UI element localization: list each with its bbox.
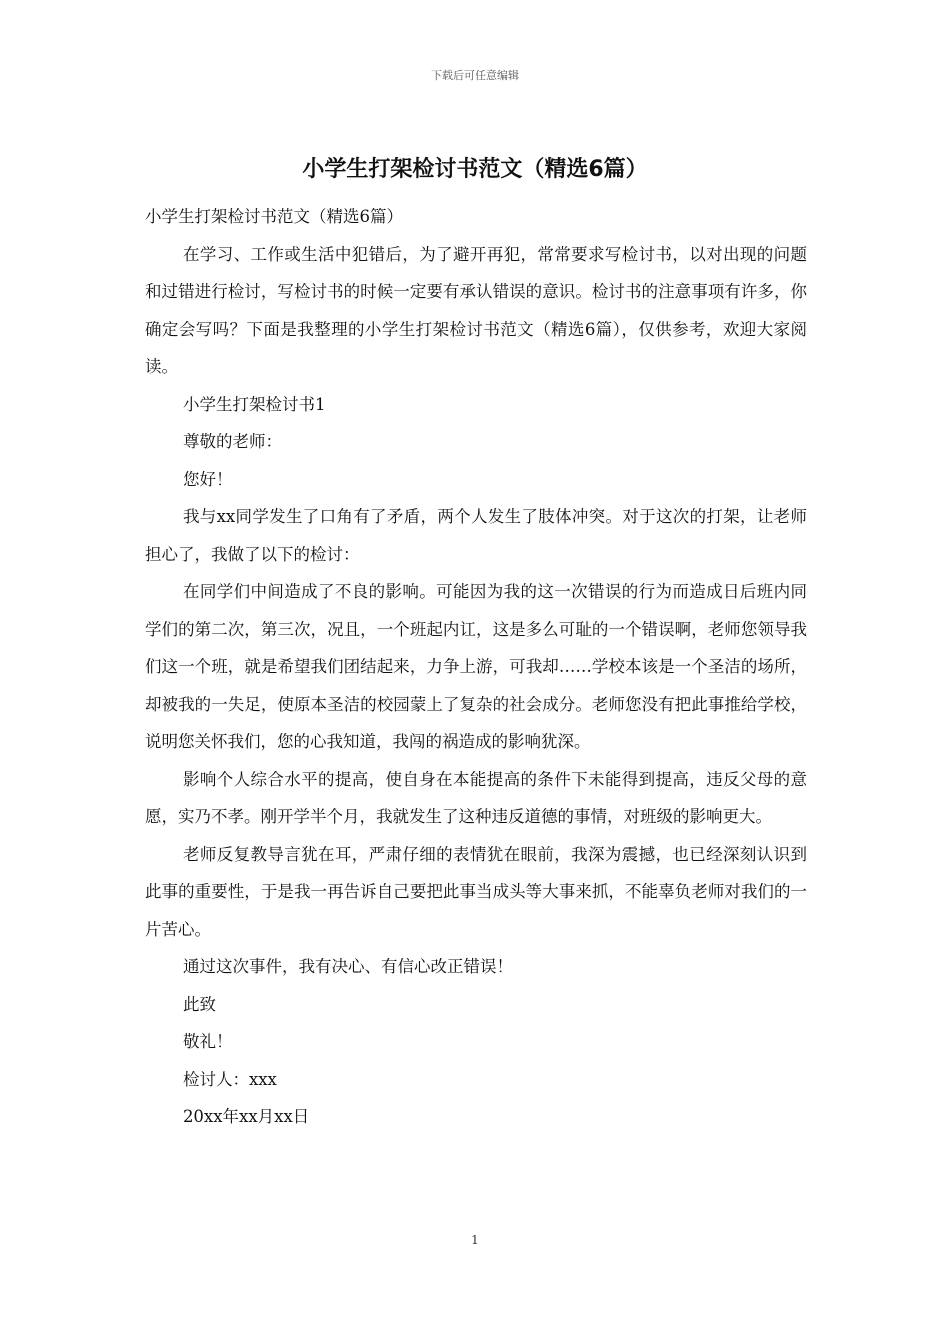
document-body — [145, 198, 807, 1136]
greeting: 您好！ — [182, 469, 233, 489]
paragraph-intro: 在学习、工作或生活中犯错后，为了避开再犯，常常要求写检讨书，以对出现的问题和过错进行检讨，写检讨书的时候一定要有承认错误的意识。检讨书的注意事项有许多，你确定会写吗？下面是我整理的小学生打架检讨书范文（精选6篇），仅供参考，欢迎大家阅读。 — [145, 244, 807, 376]
paragraph: 影响个人综合水平的提高，使自身在本能提高的条件下未能得到提高，违反父母的意愿，实乃不孝。刚开学半个月，我就发生了这种违反道德的事情，对班级的影响更大。 — [145, 769, 807, 826]
closing-line: 此致 — [182, 994, 216, 1014]
signature-line: 检讨人：xxx — [182, 1069, 277, 1089]
subtitle-line: 小学生打架检讨书范文（精选6篇） — [145, 207, 403, 226]
document-title: 小学生打架检讨书范文（精选6篇） — [302, 157, 648, 182]
section-heading: 小学生打架检讨书1 — [182, 394, 326, 414]
paragraph: 在同学们中间造成了不良的影响。可能因为我的这一次错误的行为而造成日后班内同学们的第二次，第三次，况且，一个班起内讧，这是多么可耻的一个错误啊，老师您领导我们这一个班，就是希望我们团结起来，力争上游，可我却……学校本该是一个圣洁的场所，却被我的一失足，使原本圣洁的校园蒙上了复杂的社会成分。老师您没有把此事推给学校，说明您关怀我们，您的心我知道，我闯的祸造成的影响犹深。 — [145, 582, 807, 751]
salutation: 尊敬的老师： — [182, 432, 282, 451]
paragraph: 通过这次事件，我有决心、有信心改正错误！ — [182, 957, 513, 976]
paragraph: 老师反复教导言犹在耳，严肃仔细的表情犹在眼前，我深为震撼，也已经深刻认识到此事的重要性，于是我一再告诉自己要把此事当成头等大事来抓，不能辜负老师对我们的一片苦心。 — [145, 844, 807, 939]
paragraph: 我与xx同学发生了口角有了矛盾，两个人发生了肢体冲突。对于这次的打架，让老师担心了，我做了以下的检讨： — [145, 507, 807, 564]
header-note: 下载后可任意编辑 — [431, 69, 519, 82]
page-number: 1 — [471, 1233, 479, 1247]
closing-salute: 敬礼！ — [182, 1032, 233, 1051]
date-line: 20xx年xx月xx日 — [182, 1107, 310, 1126]
